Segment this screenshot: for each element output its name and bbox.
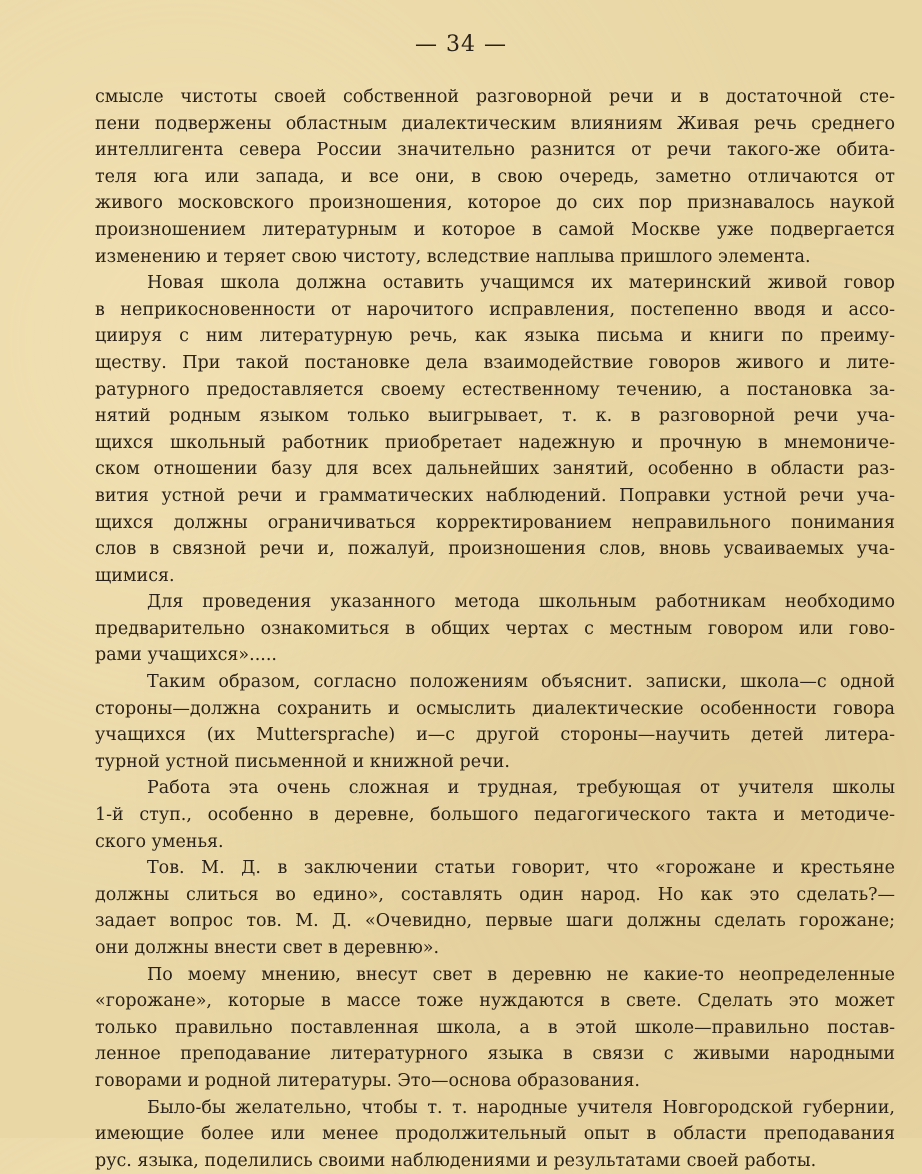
text-line: щихся должны ограничиваться корректированием неправильного понимания	[95, 512, 895, 533]
text-body	[95, 84, 895, 1174]
text-line: ществу. При такой постановке дела взаимодействие говоров живого и лите-	[95, 352, 895, 373]
paragraph	[95, 669, 895, 775]
text-line: нятий родным языком только выигрывает, т. к. в разговорной речи уча-	[95, 406, 895, 427]
text-line: Тов. М. Д. в заключении статьи говорит, что «горожане и крестьяне	[147, 858, 895, 879]
text-line: интеллигента севера России значительно разнится от речи такого-же обита-	[95, 140, 895, 161]
text-line: изменению и теряет свою чистоту, вследствие наплыва пришлого элемента.	[95, 246, 811, 267]
text-line: вития устной речи и грамматических наблюдений. Поправки устной речи уча-	[95, 485, 895, 506]
paragraph	[95, 962, 895, 1095]
text-line: только правильно поставленная школа, а в этой школе—правильно постав-	[95, 1017, 895, 1038]
text-line: Для проведения указанного метода школьным работникам необходимо	[147, 592, 895, 613]
text-line: Было-бы желательно, чтобы т. т. народные учителя Новгородской губернии,	[147, 1097, 895, 1118]
paragraph	[95, 855, 895, 961]
paragraph	[95, 589, 895, 669]
page-number: — 34 —	[415, 32, 507, 57]
text-line: щимися.	[95, 565, 175, 586]
text-line: ратурного предоставляется своему естественному течению, а постановка за-	[95, 379, 895, 400]
text-line: слов в связной речи и, пожалуй, произношения слов, вновь усваиваемых уча-	[95, 539, 895, 560]
text-line: учащихся (их Muttersprache) и—с другой стороны—научить детей литера-	[95, 725, 895, 746]
text-line: смысле чистоты своей собственной разговорной речи и в достаточной сте-	[95, 87, 895, 107]
text-line: Новая школа должна оставить учащимся их материнский живой говор	[147, 273, 895, 294]
text-line: ского уменья.	[95, 831, 224, 852]
paragraph	[95, 1095, 895, 1174]
text-line: По моему мнению, внесут свет в деревню не какие-то неопределенные	[147, 964, 895, 985]
text-line: стороны—должна сохранить и осмыслить диалектические особенности говора	[95, 698, 895, 719]
text-line: ском отношении базу для всех дальнейших занятий, особенно в области раз-	[95, 459, 895, 480]
text-line: имеющие более или менее продолжительный опыт в области преподавания	[95, 1124, 895, 1145]
text-line: в неприкосновенности от нарочитого исправления, постепенно вводя и ассо-	[95, 299, 895, 320]
text-line: задает вопрос тов. М. Д. «Очевидно, первые шаги должны сделать горожане;	[95, 911, 895, 932]
text-line: Таким образом, согласно положениям объяснит. записки, школа—с одной	[147, 672, 895, 693]
paragraph	[95, 775, 895, 855]
text-line: говорами и родной литературы. Это—основа образования.	[95, 1070, 640, 1091]
paragraph	[95, 84, 895, 270]
text-line: 1-й ступ., особенно в деревне, большого педагогического такта и методиче-	[95, 805, 895, 826]
text-line: должны слиться во едино», составлять один народ. Но как это сделать?—	[95, 884, 895, 905]
text-line: Работа эта очень сложная и трудная, требующая от учителя школы	[147, 778, 895, 799]
text-line: они должны внести свет в деревню».	[95, 938, 440, 958]
paragraph	[95, 270, 895, 589]
text-line: турной устной письменной и книжной речи.	[95, 751, 510, 772]
text-line: произношением литературным и которое в самой Москве уже подвергается	[95, 219, 895, 240]
text-line: циируя с ним литературную речь, как языка письма и книги по преиму-	[95, 326, 895, 347]
text-line: теля юга или запада, и все они, в свою очередь, заметно отличаются от	[95, 166, 895, 187]
text-line: рус. языка, поделились своими наблюдениями и результатами своей работы.	[95, 1150, 817, 1171]
text-line: ленное преподавание литературного языка в связи с живыми народными	[95, 1044, 895, 1065]
text-line: предварительно ознакомиться в общих чертах с местным говором или гово-	[95, 618, 895, 639]
text-line: пени подвержены областным диалектическим влияниям Живая речь среднего	[95, 113, 895, 134]
text-line: живого московского произношения, которое до сих пор признавалось наукой	[95, 193, 895, 214]
text-line: «горожане», которые в массе тоже нуждаются в свете. Сделать это может	[95, 991, 895, 1012]
text-line: рами учащихся».....	[95, 645, 277, 666]
text-line: щихся школьный работник приобретает надежную и прочную в мнемониче-	[95, 432, 895, 453]
